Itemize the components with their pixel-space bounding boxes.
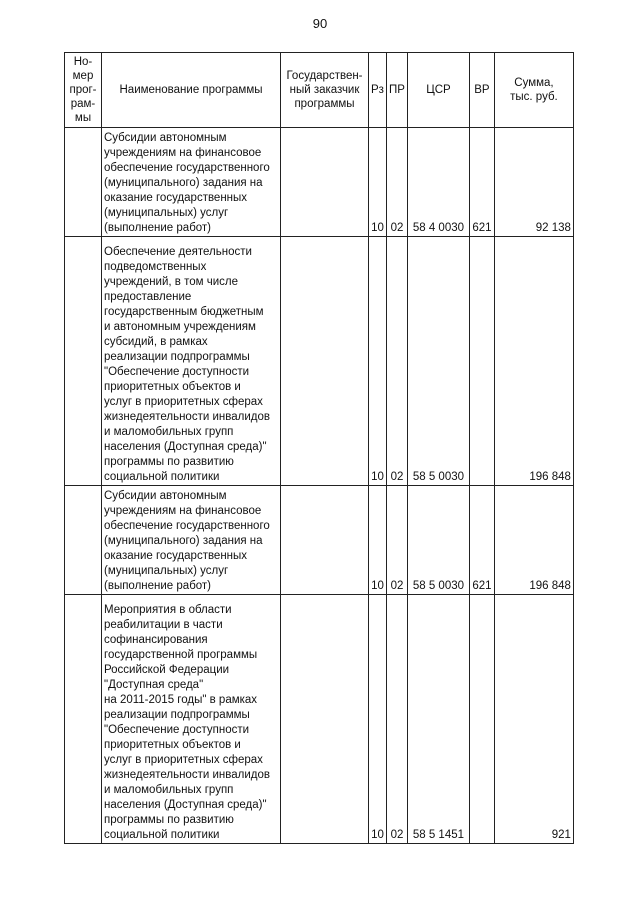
table-row (65, 595, 574, 844)
header-sum: Сумма, тыс. руб. (494, 53, 573, 128)
cell-sum: 921 (494, 595, 573, 844)
cell-customer (281, 595, 369, 844)
cell-vr (469, 237, 494, 486)
header-program-number: Но- мер прог- рам- мы (65, 53, 102, 128)
cell-program-number (65, 237, 102, 486)
cell-program-name: Обеспечение деятельности подведомственных учреждений, в том числе предоставление государственным бюджетным и автономным учреждениям субсидий, в рамках реализации подпрограммы "Обеспечение доступности приоритетных объектов и услуг в приоритетных сферах жизнедеятельности инвалидов и маломобильных групп населения (Доступная среда)" программы по развитию социальной политики (102, 237, 281, 486)
cell-program-name: Субсидии автономным учреждениям на финансовое обеспечение государственного (муниципального) задания на оказание государственных (муниципальных) услуг (выполнение работ) (102, 486, 281, 595)
page-number: 90 (312, 16, 328, 31)
cell-program-number (65, 595, 102, 844)
cell-program-number (65, 128, 102, 237)
header-csr: ЦСР (407, 53, 469, 128)
header-pr: ПР (387, 53, 408, 128)
cell-csr: 58 4 0030 (407, 128, 469, 237)
cell-vr: 621 (469, 128, 494, 237)
header-rz: Рз (369, 53, 387, 128)
cell-rz: 10 (369, 128, 387, 237)
cell-pr: 02 (387, 486, 408, 595)
table-row (65, 128, 574, 237)
cell-sum: 92 138 (494, 128, 573, 237)
cell-program-name: Субсидии автономным учреждениям на финансовое обеспечение государственного (муниципального) задания на оказание государственных (муниципальных) услуг (выполнение работ) (102, 128, 281, 237)
cell-vr (469, 595, 494, 844)
table-header-row (65, 53, 574, 128)
cell-rz: 10 (369, 595, 387, 844)
cell-customer (281, 237, 369, 486)
cell-program-number (65, 486, 102, 595)
cell-vr: 621 (469, 486, 494, 595)
header-customer: Государствен- ный заказчик программы (281, 53, 369, 128)
cell-csr: 58 5 0030 (407, 486, 469, 595)
cell-program-name: Мероприятия в области реабилитации в части софинансирования государственной программы Российской Федерации "Доступная среда" на 2011-2015 годы" в рамках реализации подпрограммы "Обеспечение доступности приоритетных объектов и услуг в приоритетных сферах жизнедеятельности инвалидов и маломобильных групп населения (Доступная среда)" программы по развитию социальной политики (102, 595, 281, 844)
table-row (65, 237, 574, 486)
cell-sum: 196 848 (494, 486, 573, 595)
table-row (65, 486, 574, 595)
cell-csr: 58 5 1451 (407, 595, 469, 844)
budget-table (64, 52, 574, 844)
cell-csr: 58 5 0030 (407, 237, 469, 486)
cell-pr: 02 (387, 128, 408, 237)
cell-rz: 10 (369, 237, 387, 486)
cell-rz: 10 (369, 486, 387, 595)
cell-customer (281, 128, 369, 237)
header-vr: ВР (469, 53, 494, 128)
cell-pr: 02 (387, 595, 408, 844)
cell-customer (281, 486, 369, 595)
cell-pr: 02 (387, 237, 408, 486)
header-program-name: Наименование программы (102, 53, 281, 128)
cell-sum: 196 848 (494, 237, 573, 486)
